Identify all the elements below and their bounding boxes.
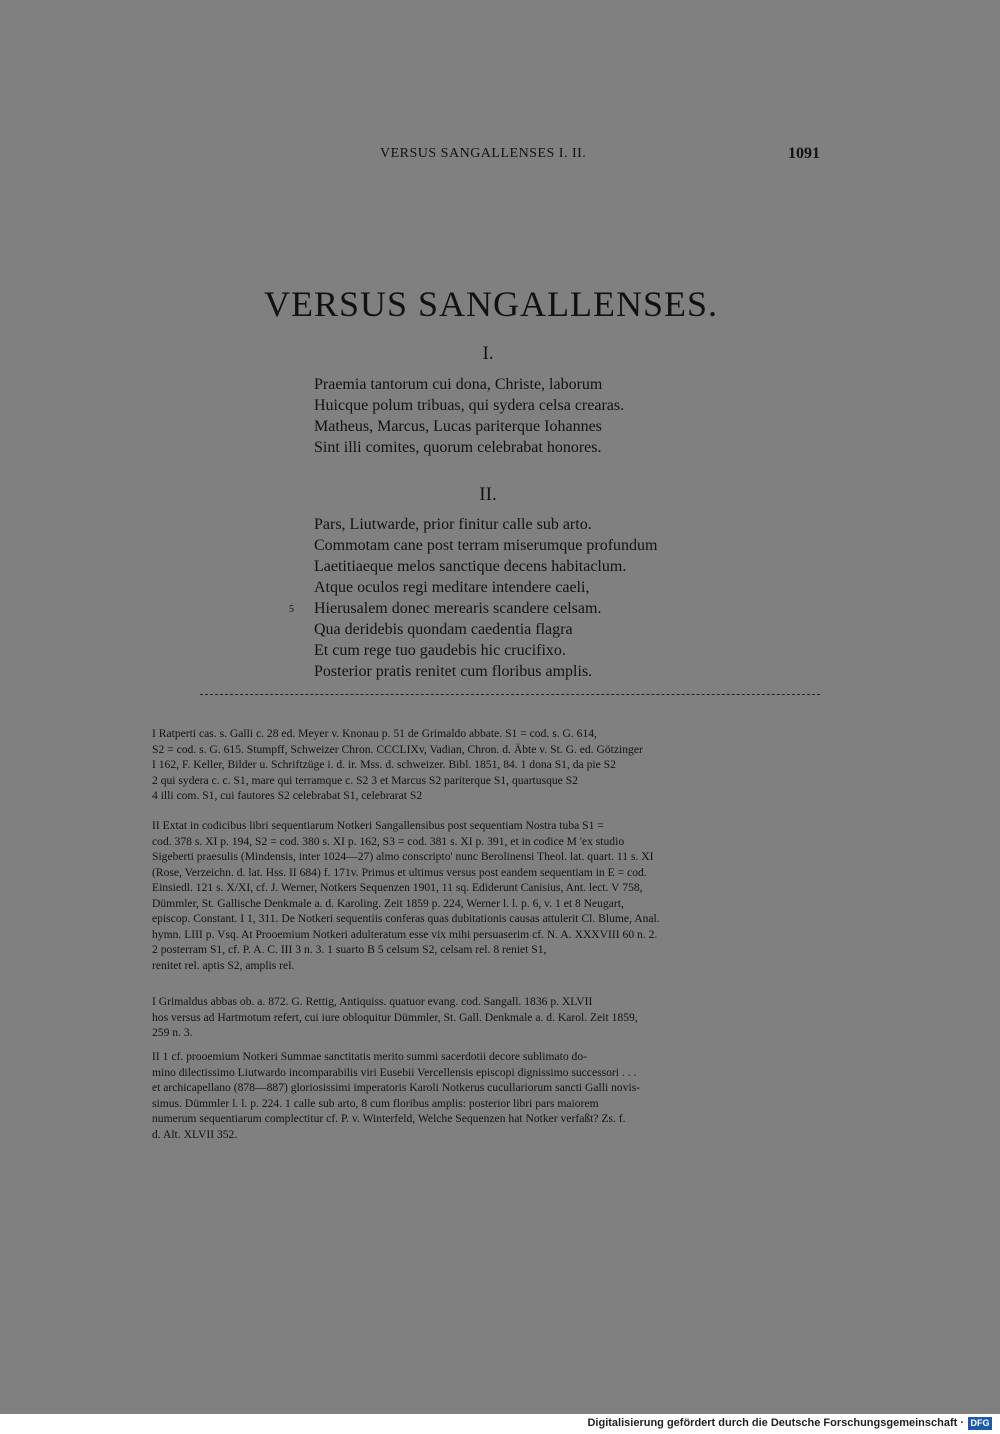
note-line: Dümmler, St. Gallische Denkmale a. d. Karoling. Zeit 1859 p. 224, Werner l. l. p. 6, v. 1 et 8 Neugart, xyxy=(152,896,624,910)
note-line: hos versus ad Hartmotum refert, cui iure obloquitur Dümmler, St. Gall. Denkmale a. d. Karol. Zeit 1859, xyxy=(152,1010,638,1024)
poem-1 xyxy=(314,374,734,458)
commentary-1 xyxy=(152,994,824,1041)
note-line: episcop. Constant. I 1, 311. De Notkeri sequentiis conferas quas dubitationis causas attulerit Cl. Blume, Anal. xyxy=(152,912,660,925)
dfg-logo[interactable]: DFG xyxy=(968,1417,992,1430)
note-line: 259 n. 3. xyxy=(152,1026,193,1039)
note-line: mino dilectissimo Liutwardo incomparabilis viri Eusebii Vercellensis episcopi dignissimo successori . . . xyxy=(152,1065,637,1079)
verse: Hierusalem donec merearis scandere celsam. xyxy=(314,600,602,617)
line-number-marker: 5 xyxy=(289,604,294,615)
note-line: (Rose, Verzeichn. d. lat. Hss. II 684) f. 171v. Primus et ultimus versus post eandem sequentiam in E = cod. xyxy=(152,865,647,879)
verse: Pars, Liutwarde, prior finitur calle sub arto. xyxy=(314,516,592,533)
apparatus-criticus-2 xyxy=(152,818,824,973)
note-line: et archicapellano (878—887) gloriosissimi imperatoris Karoli Notkerus cucullariorum sancti Galli novis- xyxy=(152,1081,641,1094)
footnote-divider xyxy=(200,694,820,695)
verse: Et cum rege tuo gaudebis hic crucifixo. xyxy=(314,642,566,659)
note-line: I Grimaldus abbas ob. a. 872. G. Rettig, Antiquiss. quatuor evang. cod. Sangall. 1836 p. XLVII xyxy=(152,995,593,1008)
note-line: simus. Dümmler l. l. p. 224. 1 calle sub arto, 8 cum floribus amplis: posterior libri pars maiorem xyxy=(152,1096,599,1110)
note-line: I Ratperti cas. s. Galli c. 28 ed. Meyer v. Knonau p. 51 de Grimaldo abbate. S1 = cod. s. G. 614, xyxy=(152,727,597,740)
funding-notice: Digitalisierung gefördert durch die Deutsche Forschungsgemeinschaft · xyxy=(587,1417,964,1429)
running-head xyxy=(0,146,1000,166)
note-line: S2 = cod. s. G. 615. Stumpff, Schweizer Chron. CCCLIXv, Vadian, Chron. d. Äbte v. St. G. ed. Götzinger xyxy=(152,742,643,756)
note-line: 2 posterram S1, cf. P. A. C. III 3 n. 3. 1 suarto B 5 celsum S2, celsam rel. 8 reniet S1, xyxy=(152,943,547,956)
page-number: 1091 xyxy=(788,145,820,162)
note-line: Einsiedl. 121 s. X/XI, cf. J. Werner, Notkers Sequenzen 1901, 11 sq. Ediderunt Canisius, Ant. lect. V 758, xyxy=(152,881,643,894)
verse: Laetitiaeque melos sanctique decens habitaclum. xyxy=(314,558,627,575)
section-number-1: I. xyxy=(482,343,494,364)
note-line: Sigeberti praesulis (Mindensis, inter 1024—27) almo conscripto' nunc Berolinensi Theol. lat. quart. 11 s. XI xyxy=(152,850,654,863)
verse: Qua deridebis quondam caedentia flagra xyxy=(314,621,573,638)
verse: Posterior pratis renitet cum floribus amplis. xyxy=(314,663,593,680)
note-line: 4 illi com. S1, cui fautores S2 celebrabat S1, celebrarat S2 xyxy=(152,789,423,802)
section-number-2: II. xyxy=(479,484,497,505)
note-line: numerum sequentiarum complectitur cf. P. v. Winterfeld, Welche Sequenzen hat Notker verfaßt? Zs. f. xyxy=(152,1112,626,1125)
note-line: II 1 cf. prooemium Notkeri Summae sanctitatis merito summi sacerdotii decore sublimato do- xyxy=(152,1050,587,1063)
note-line: cod. 378 s. XI p. 194, S2 = cod. 380 s. XI p. 162, S3 = cod. 381 s. XI p. 391, et in codice M 'ex studio xyxy=(152,834,625,848)
commentary-2 xyxy=(152,1049,824,1142)
verse: Commotam cane post terram miserumque profundum xyxy=(314,537,658,554)
verse: Praemia tantorum cui dona, Christe, laborum xyxy=(314,376,603,393)
funding-footer xyxy=(0,1414,1000,1434)
apparatus-criticus-1 xyxy=(152,726,824,804)
note-line: hymn. LIII p. Vsq. At Prooemium Notkeri adulteratum esse vix mihi persuaserim cf. N. A. XXXVIII 60 n. 2. xyxy=(152,927,658,941)
note-line: I 162, F. Keller, Bilder u. Schriftzüge i. d. ir. Mss. d. schweizer. Bibl. 1851, 84. 1 dona S1, da pie S2 xyxy=(152,758,616,771)
verse: Sint illi comites, quorum celebrabat honores. xyxy=(314,439,602,456)
running-title: VERSUS SANGALLENSES I. II. xyxy=(380,146,587,161)
verse: Huicque polum tribuas, qui sydera celsa crearas. xyxy=(314,397,625,414)
note-line: 2 qui sydera c. c. S1, mare qui terramque c. S2 3 et Marcus S2 pariterque S1, quartusque S2 xyxy=(152,773,578,787)
poem-2 xyxy=(314,514,734,682)
note-line: II Extat in codicibus libri sequentiarum Notkeri Sangallensibus post sequentiam Nostra tuba S1 = xyxy=(152,819,604,832)
verse: Atque oculos regi meditare intendere caeli, xyxy=(314,579,590,596)
verse: Matheus, Marcus, Lucas pariterque Iohannes xyxy=(314,418,602,435)
note-line: d. Alt. XLVII 352. xyxy=(152,1127,238,1141)
main-title: VERSUS SANGALLENSES. xyxy=(263,284,719,324)
note-line: renitet rel. aptis S2, amplis rel. xyxy=(152,958,295,972)
